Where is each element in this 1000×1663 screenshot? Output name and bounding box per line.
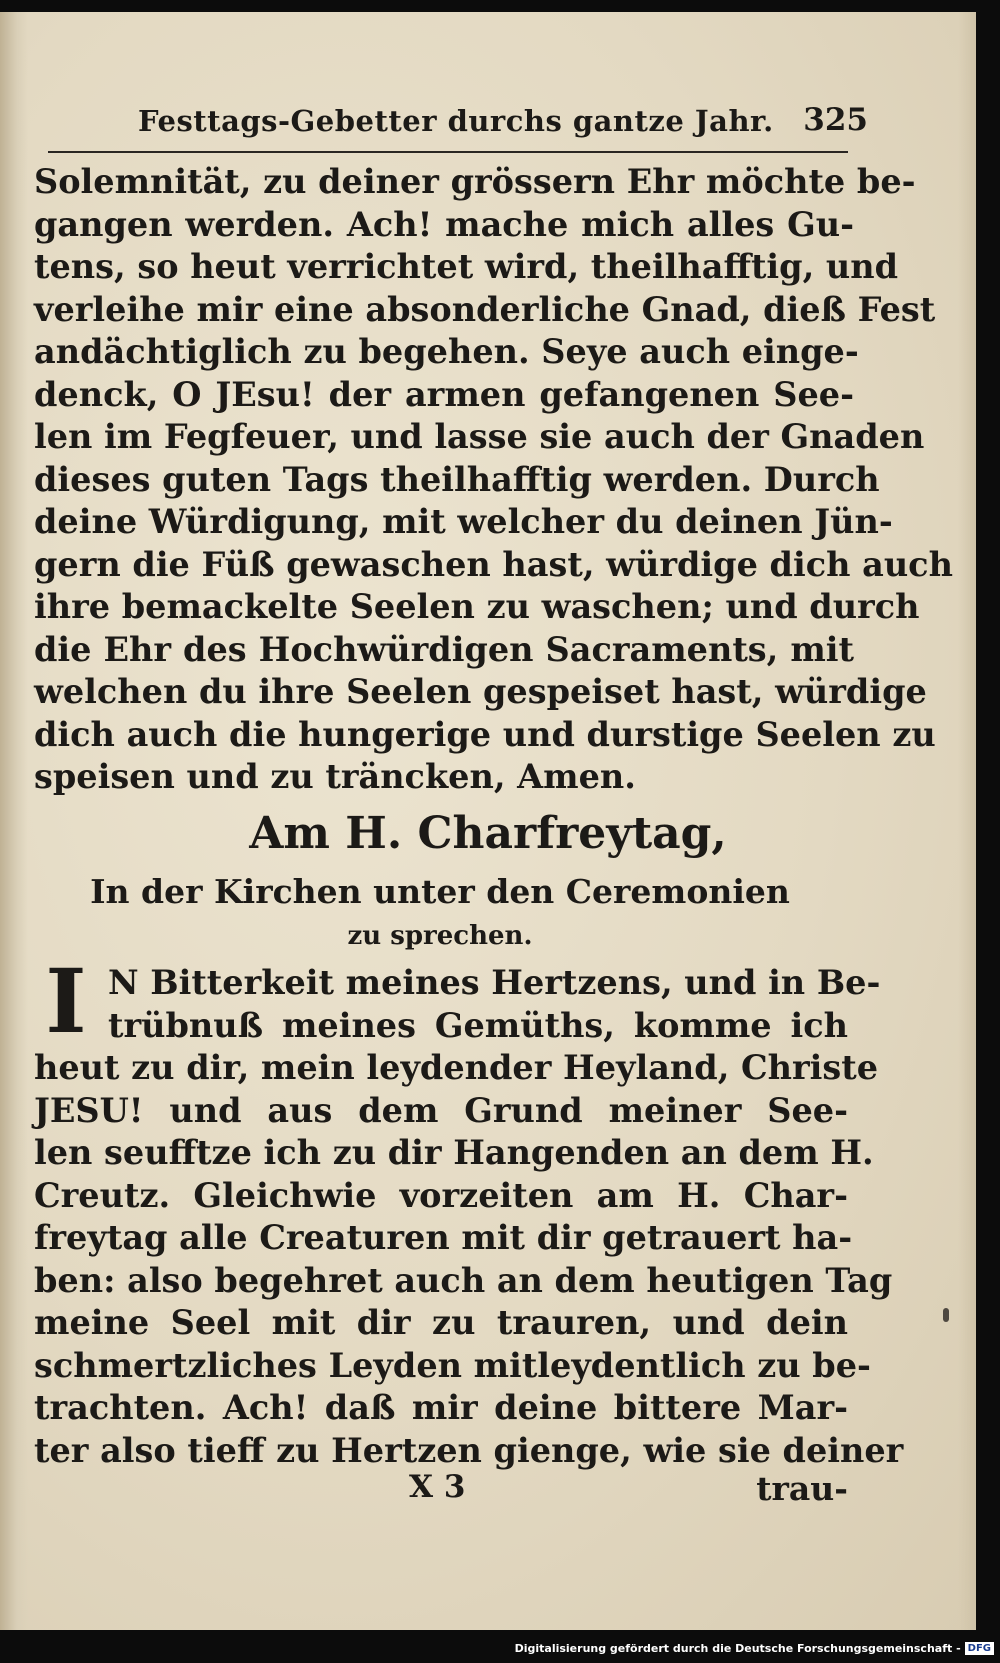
text-line: denck, O JEsu! der armen gefangenen See- bbox=[34, 374, 854, 414]
text-line: tens, so heut verrichtet wird, theilhafftig, und bbox=[34, 247, 899, 286]
text-line: heut zu dir, mein leydender Heyland, Christe bbox=[34, 1048, 879, 1087]
text-line: dich auch die hungerige und durstige Seelen zu bbox=[34, 714, 936, 754]
text-line: trachten. Ach! daß mir deine bittere Mar- bbox=[34, 1388, 848, 1427]
text-line: schmertzliches Leyden mitleydentlich zu be- bbox=[34, 1345, 871, 1385]
signature-mark: X 3 bbox=[409, 1469, 466, 1505]
text-line: freytag alle Creaturen mit dir getrauert ha- bbox=[34, 1218, 853, 1257]
paragraph-2-indented bbox=[108, 962, 881, 1047]
text-line: meine Seel mit dir zu trauren, und dein bbox=[34, 1303, 848, 1342]
text-line: Solemnität, zu deiner grössern Ehr möchte be- bbox=[34, 162, 916, 201]
paragraph-2 bbox=[34, 1047, 904, 1472]
page-header bbox=[48, 100, 868, 146]
text-line: ihre bemackelte Seelen zu waschen; und durch bbox=[34, 587, 920, 626]
text-line: JESU! und aus dem Grund meiner See- bbox=[34, 1090, 848, 1130]
digitization-credit bbox=[515, 1642, 994, 1655]
text-line: ter also tieff zu Hertzen gienge, wie sie deiner bbox=[34, 1430, 904, 1470]
text-line: len im Fegfeuer, und lasse sie auch der Gnaden bbox=[34, 417, 925, 456]
drop-cap: I bbox=[45, 949, 87, 1053]
dfg-logo: DFG bbox=[965, 1642, 994, 1655]
paragraph-1 bbox=[34, 161, 953, 799]
section-title: Am H. Charfreytag, bbox=[249, 808, 727, 859]
page-footer bbox=[34, 1469, 848, 1513]
book-page bbox=[0, 12, 976, 1630]
catchword: trau- bbox=[756, 1469, 848, 1508]
running-head: Festtags-Gebetter durchs gantze Jahr. bbox=[138, 104, 774, 138]
credit-text: Digitalisierung gefördert durch die Deutsche Forschungsgemeinschaft - bbox=[514, 1642, 961, 1655]
page-number: 325 bbox=[803, 102, 868, 138]
text-line: gern die Füß gewaschen hast, würdige dich auch bbox=[34, 544, 953, 584]
text-line: N Bitterkeit meines Hertzens, und in Be- bbox=[108, 963, 881, 1002]
text-line: dieses guten Tags theilhafftig werden. Durch bbox=[34, 459, 880, 499]
ink-smudge bbox=[943, 1308, 949, 1322]
text-line: trübnuß meines Gemüths, komme ich bbox=[108, 1005, 848, 1045]
text-line: Creutz. Gleichwie vorzeiten am H. Char- bbox=[34, 1175, 848, 1215]
header-rule bbox=[48, 151, 848, 153]
text-line-last: speisen und zu träncken, Amen. bbox=[34, 757, 636, 796]
text-line: gangen werden. Ach! mache mich alles Gu- bbox=[34, 204, 854, 244]
section-subtitle-2: zu sprechen. bbox=[347, 921, 533, 951]
text-line: len seufftze ich zu dir Hangenden an dem H. bbox=[34, 1133, 874, 1172]
text-line: welchen du ihre Seelen gespeiset hast, würdige bbox=[34, 672, 927, 711]
text-line: andächtiglich zu begehen. Seye auch einge- bbox=[34, 332, 859, 371]
text-line: die Ehr des Hochwürdigen Sacraments, mit bbox=[34, 629, 854, 669]
text-line: ben: also begehret auch an dem heutigen Tag bbox=[34, 1260, 893, 1300]
section-subtitle: In der Kirchen unter den Ceremonien bbox=[90, 872, 790, 911]
text-line: deine Würdigung, mit welcher du deinen Jün- bbox=[34, 502, 893, 541]
text-line: verleihe mir eine absonderliche Gnad, dieß Fest bbox=[34, 289, 936, 329]
